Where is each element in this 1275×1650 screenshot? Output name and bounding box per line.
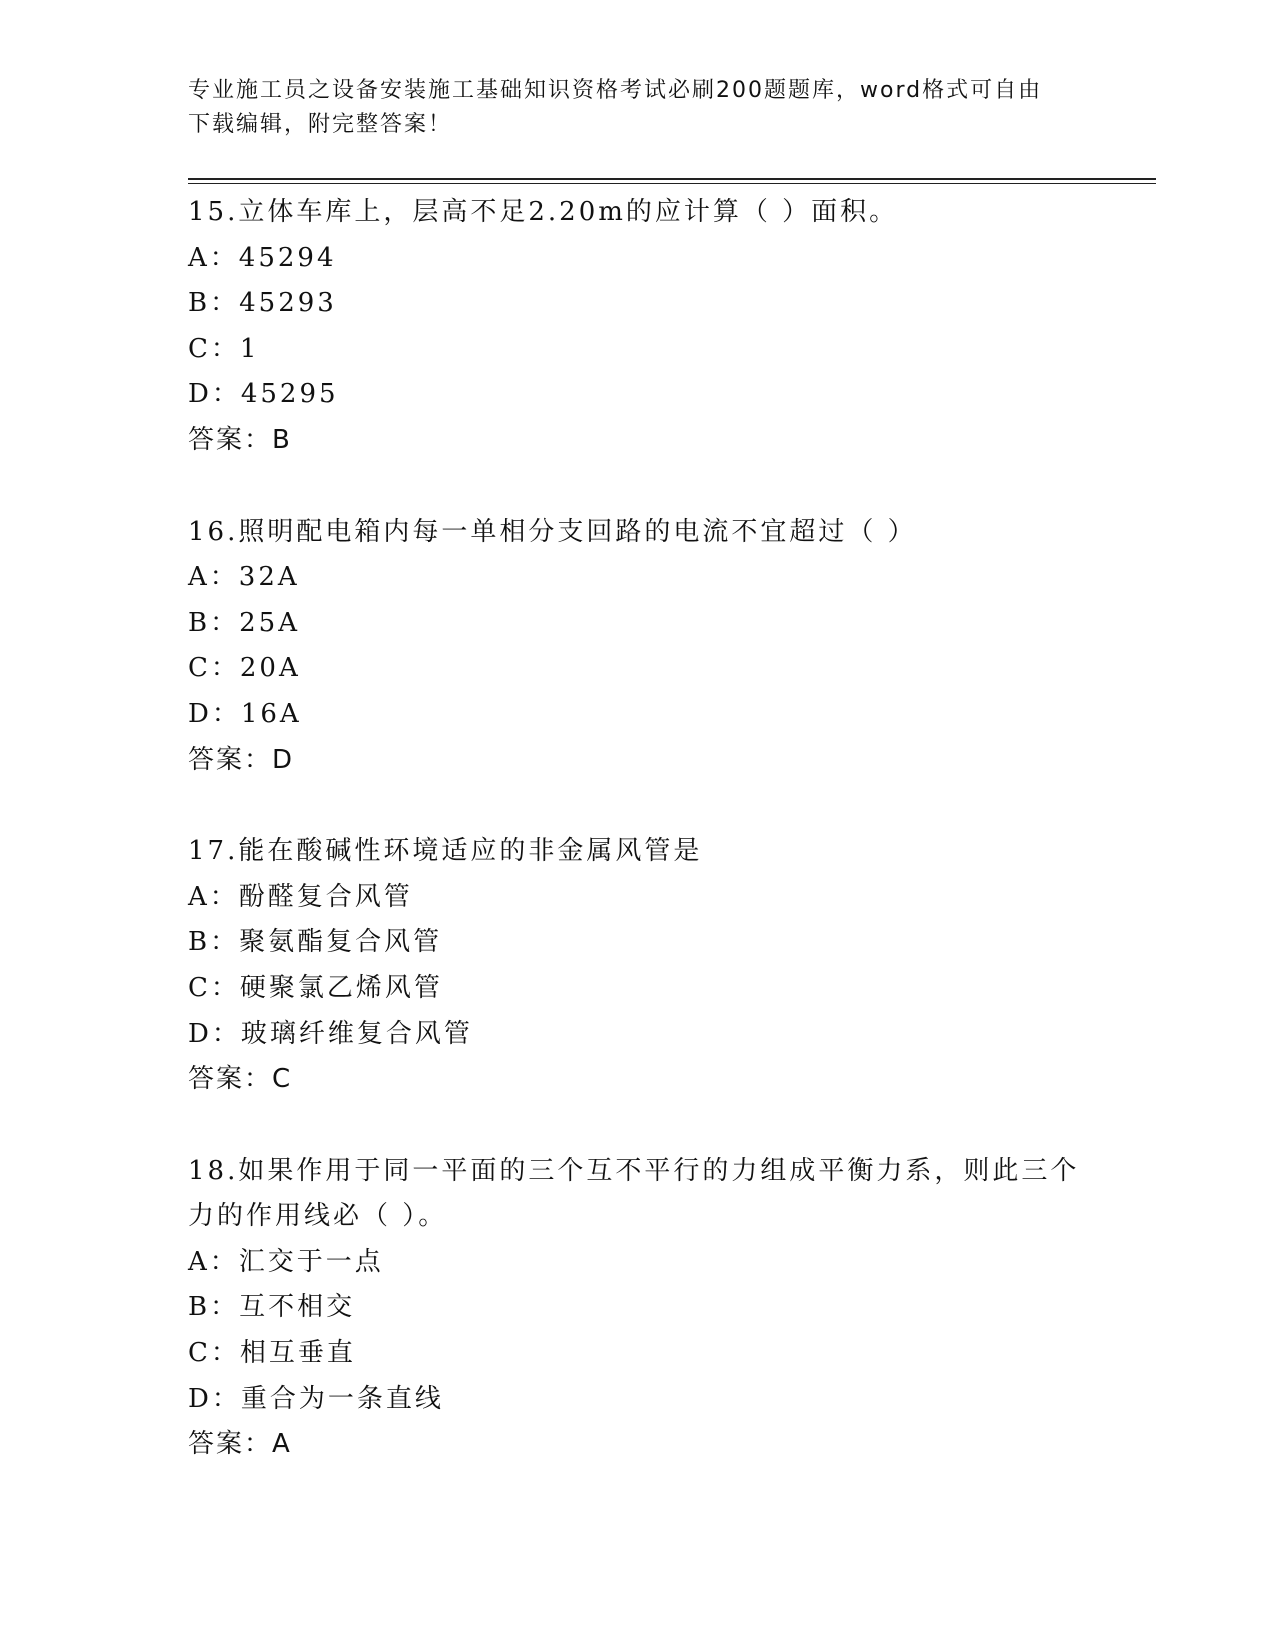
option-d: D：重合为一条直线 (188, 1383, 444, 1414)
header-divider-thin (188, 183, 1156, 184)
option-d: D：16A (188, 698, 302, 729)
option-a: A：32A (188, 562, 300, 593)
option-b: B：25A (188, 607, 300, 638)
question-16 (188, 510, 1088, 784)
question-18 (188, 1149, 1088, 1468)
option-c: C：硬聚氯乙烯风管 (188, 972, 443, 1003)
option-a: A：酚醛复合风管 (188, 881, 413, 912)
question-stem-line-1: 18.如果作用于同一平面的三个互不平行的力组成平衡力系，则此三个 (188, 1155, 1080, 1186)
option-d: D：45295 (188, 379, 339, 410)
option-c: C：相互垂直 (188, 1338, 356, 1369)
option-a: A：汇交于一点 (188, 1246, 384, 1277)
option-d: D：玻璃纤维复合风管 (188, 1018, 473, 1049)
header-line-2: 下载编辑，附完整答案！ (188, 112, 453, 137)
answer-label: 答案：A (188, 1429, 292, 1460)
option-a: A：45294 (188, 242, 337, 273)
header-line-1: 专业施工员之设备安装施工基础知识资格考试必刷200题题库，word格式可自由 (188, 78, 1043, 103)
question-stem-line-2: 力的作用线必（ ）。 (188, 1201, 448, 1232)
option-b: B：45293 (188, 288, 337, 319)
document-header (188, 74, 1088, 142)
option-b: B：互不相交 (188, 1292, 356, 1323)
question-stem: 15.立体车库上，层高不足2.20m的应计算（ ）面积。 (188, 197, 899, 227)
question-stem: 16.照明配电箱内每一单相分支回路的电流不宜超过（ ） (188, 516, 917, 547)
header-divider-thick (188, 178, 1156, 180)
option-c: C：20A (188, 653, 301, 684)
answer-label: 答案：D (188, 744, 295, 775)
option-c: C：1 (188, 333, 260, 364)
answer-label: 答案：B (188, 424, 292, 455)
question-list (188, 190, 1088, 1514)
question-stem: 17.能在酸碱性环境适应的非金属风管是 (188, 836, 703, 867)
answer-label: 答案：C (188, 1064, 293, 1095)
question-17 (188, 829, 1088, 1103)
question-15 (188, 190, 1088, 464)
option-b: B：聚氨酯复合风管 (188, 927, 443, 958)
